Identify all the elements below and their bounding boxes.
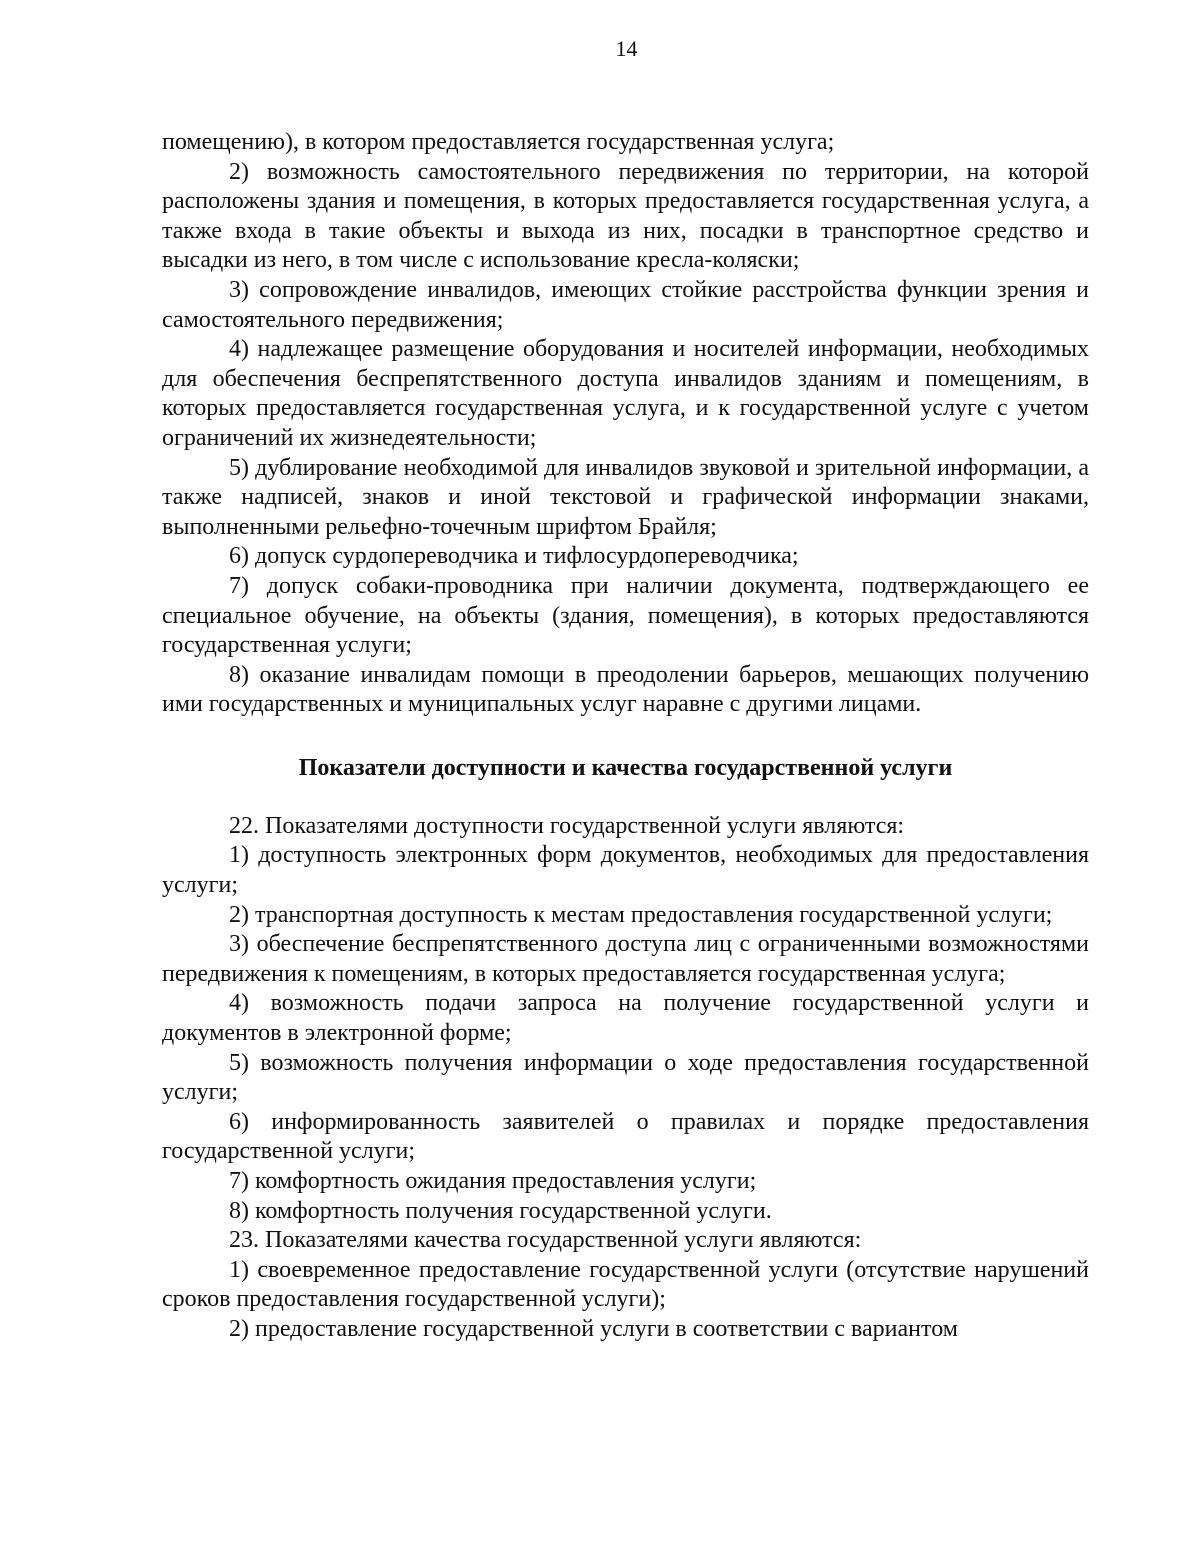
list-item: 6) допуск сурдопереводчика и тифлосурдопереводчика; [229, 543, 799, 570]
list-item: 7) допуск собаки-проводника при наличии документа, подтверждающего ее специальное обучение, на объекты (здания, помещения), в которых предоставляются государственная услуги; [162, 572, 1089, 659]
list-item: 3) обеспечение беспрепятственного доступа лиц с ограниченными возможностями передвижения к помещениям, в которых предоставляется государственная услуга; [162, 931, 1089, 987]
section-heading: Показатели доступности и качества государственной услуги [298, 754, 953, 781]
clause-paragraph: 22. Показателями доступности государственной услуги являются: [229, 812, 905, 839]
paragraph-continuation: помещению), в котором предоставляется государственная услуга; [162, 129, 835, 155]
list-item: 2) предоставление государственной услуги в соответствии с вариантом [229, 1315, 958, 1342]
page-number: 14 [615, 36, 638, 61]
list-item: 1) своевременное предоставление государственной услуги (отсутствие нарушений сроков предоставления государственной услуги); [162, 1256, 1089, 1313]
clause-paragraph: 23. Показателями качества государственной услуги являются: [229, 1227, 862, 1254]
list-item: 8) комфортность получения государственной услуги. [229, 1197, 772, 1224]
document-body [162, 128, 1089, 1345]
list-item: 5) дублирование необходимой для инвалидов звуковой и зрительной информации, а также надписей, знаков и иной текстовой и графической информации знаками, выполненными рельефно-точечным шрифтом Брайля; [162, 454, 1089, 540]
list-item: 7) комфортность ожидания предоставления услуги; [229, 1168, 757, 1194]
list-item: 2) возможность самостоятельного передвижения по территории, на которой расположены здания и помещения, в которых предоставляется государственная услуга, а также входа в такие объекты и выхода из них, посадки в транспортное средство и высадки из него, в том числе с использование кресла-коляски; [162, 158, 1089, 274]
list-item: 2) транспортная доступность к местам предоставления государственной услуги; [229, 901, 1053, 928]
list-item: 8) оказание инвалидам помощи в преодолении барьеров, мешающих получению ими государственных и муниципальных услуг наравне с другими лицами. [162, 661, 1089, 718]
list-item: 3) сопровождение инвалидов, имеющих стойкие расстройства функции зрения и самостоятельного передвижения; [162, 276, 1089, 333]
list-item: 1) доступность электронных форм документов, необходимых для предоставления услуги; [162, 842, 1089, 899]
list-item: 4) возможность подачи запроса на получение государственной услуги и документов в электронной форме; [162, 990, 1089, 1047]
list-item: 6) информированность заявителей о правилах и порядке предоставления государственной услуги; [162, 1108, 1089, 1165]
list-item: 4) надлежащее размещение оборудования и носителей информации, необходимых для обеспечения беспрепятственного доступа инвалидов зданиям и помещениям, в которых предоставляется государственная услуга, и к государственной услуге с учетом ограничений их жизнедеятельности; [162, 336, 1089, 451]
list-item: 5) возможность получения информации о ходе предоставления государственной услуги; [162, 1049, 1089, 1106]
